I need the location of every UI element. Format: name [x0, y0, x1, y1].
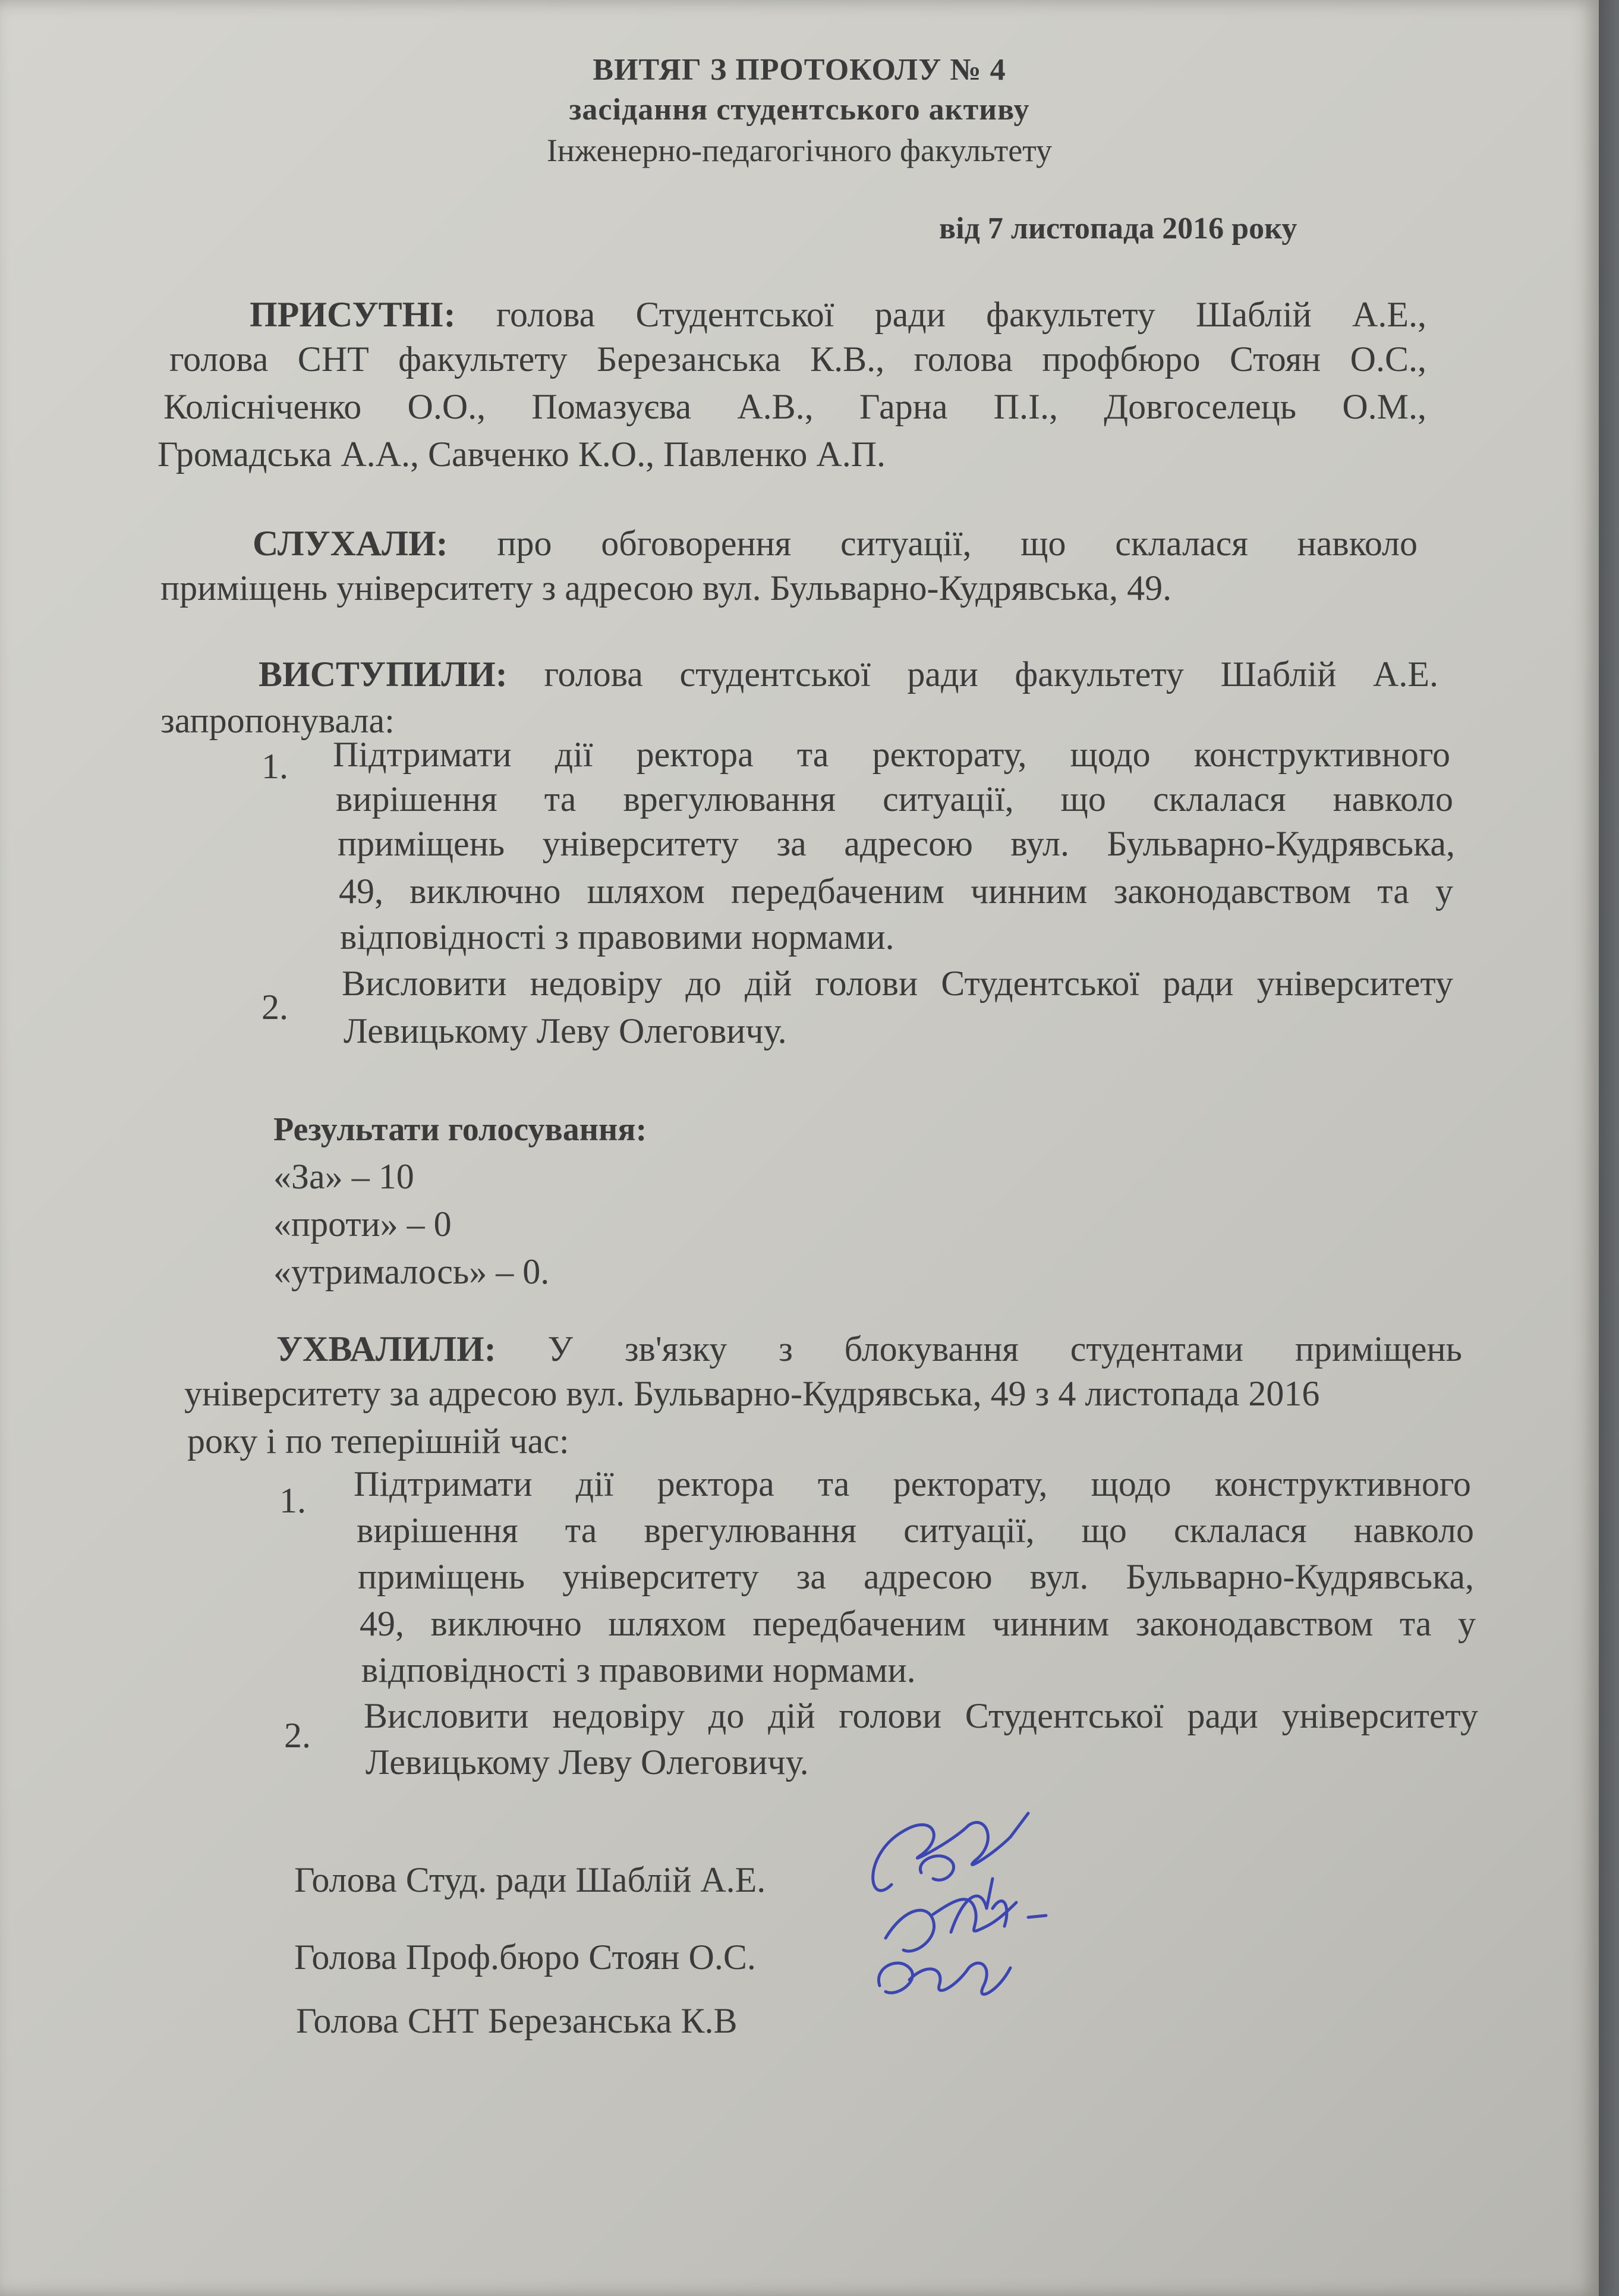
spoke-item-1-number: 1. — [262, 747, 288, 786]
spoke-line-2: запропонувала: — [160, 701, 395, 740]
signature-line-snt: Голова СНТ Березанська К.В — [296, 2001, 738, 2040]
present-line-3: Колісніченко О.О., Помазуєва А.В., Гарна П.І., Довгоселець О.М., — [163, 387, 1426, 426]
vote-for: «За» – 10 — [273, 1157, 414, 1196]
spoke-item-1-line-2: вирішення та врегулювання ситуації, що склалася навколо — [336, 779, 1453, 819]
faculty-name: Інженерно-педагогічного факультету — [546, 133, 1053, 168]
signature-line-trade-union: Голова Проф.бюро Стоян О.С. — [294, 1938, 756, 1977]
spoke-item-1-line-1: Підтримати дії ректора та ректорату, щодо конструктивного — [333, 735, 1450, 774]
resolved-item-2-number: 2. — [284, 1716, 311, 1755]
spoke-item-1-line-3: приміщень університету за адресою вул. Бульварно-Кудрявська, — [338, 824, 1455, 863]
resolved-item-1-line-3: приміщень університету за адресою вул. Бульварно-Кудрявська, — [358, 1557, 1474, 1596]
present-label: ПРИСУТНІ: — [250, 295, 456, 334]
document-title: ВИТЯГ З ПРОТОКОЛУ № 4 — [593, 53, 1006, 87]
present-line-4: Громадська А.А., Савченко К.О., Павленко А.П. — [158, 435, 886, 474]
resolved-line-2: університету за адресою вул. Бульварно-Кудрявська, 49 з 4 листопада 2016 — [184, 1374, 1320, 1413]
resolved-item-2-line-1: Висловити недовіру до дій голови Студентської ради університету — [364, 1696, 1478, 1735]
spoke-line-1-text: голова студентської ради факультету Шаблій А.Е. — [544, 655, 1439, 694]
spoke-label: ВИСТУПИЛИ: — [259, 655, 508, 694]
spoke-item-2-number: 2. — [262, 987, 288, 1027]
resolved-item-1-line-5: відповідності з правовими нормами. — [361, 1650, 916, 1690]
document-date: від 7 листопада 2016 року — [939, 212, 1297, 246]
spoke-item-1-line-4: 49, виключно шляхом передбаченим чинним законодавством та у — [339, 872, 1453, 911]
heard-line-1-text: про обговорення ситуації, що склалася навколо — [497, 524, 1418, 563]
spoke-line-1 — [259, 654, 1438, 695]
spoke-item-2-line-2: Левицькому Леву Олеговичу. — [344, 1011, 787, 1051]
resolved-line-1 — [276, 1329, 1462, 1370]
vote-against: «проти» – 0 — [273, 1204, 452, 1244]
resolved-line-1-text: У зв'язку з блокування студентами приміщень — [547, 1329, 1462, 1369]
spoke-item-1-line-5: відповідності з правовими нормами. — [340, 917, 894, 957]
vote-label: Результати голосування: — [273, 1111, 647, 1148]
signature-line-student-council: Голова Студ. ради Шаблій А.Е. — [294, 1860, 766, 1899]
resolved-label: УХВАЛИЛИ: — [276, 1329, 496, 1369]
heard-line-1 — [253, 523, 1418, 564]
handwritten-signatures — [832, 1789, 1082, 2039]
background-edge — [1599, 0, 1619, 2296]
heard-line-2: приміщень університету з адресою вул. Бульварно-Кудрявська, 49. — [160, 568, 1172, 608]
present-line-1 — [250, 294, 1426, 335]
heard-label: СЛУХАЛИ: — [253, 524, 448, 563]
resolved-item-1-line-2: вирішення та врегулювання ситуації, що склалася навколо — [357, 1511, 1474, 1550]
spoke-item-2-line-1: Висловити недовіру до дій голови Студентської ради університету — [342, 964, 1453, 1003]
resolved-item-1-line-4: 49, виключно шляхом передбаченим чинним законодавством та у — [360, 1604, 1476, 1643]
resolved-item-1-number: 1. — [279, 1481, 306, 1520]
resolved-item-2-line-2: Левицькому Леву Олеговичу. — [366, 1743, 809, 1782]
resolved-item-1-line-1: Підтримати дії ректора та ректорату, щодо конструктивного — [354, 1464, 1471, 1504]
present-line-1-text: голова Студентської ради факультету Шаблій А.Е., — [496, 295, 1427, 334]
present-line-2: голова СНТ факультету Березанська К.В., голова профбюро Стоян О.С., — [169, 339, 1426, 379]
resolved-line-3: року і по теперішній час: — [187, 1421, 569, 1461]
document-subtitle: засідання студентського активу — [569, 93, 1030, 127]
vote-abstained: «утрималось» – 0. — [273, 1252, 550, 1291]
